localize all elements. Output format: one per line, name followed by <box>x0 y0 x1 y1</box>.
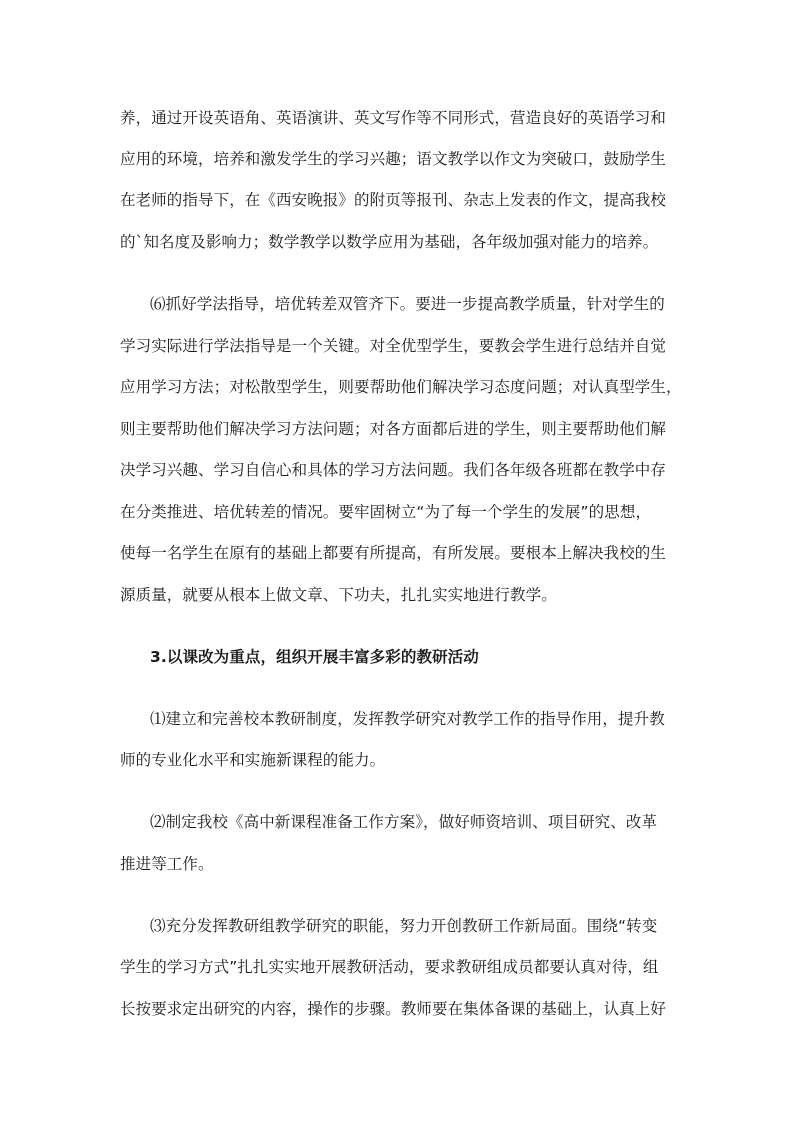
paragraph-1-start: ⑴建立和完善校本教研制度，发挥教学研究对教学工作的指导作用，提升教 <box>150 710 665 728</box>
text-line: 养，通过开设英语角、英语演讲、英文写作等不同形式，营造良好的英语学习和 <box>120 109 667 127</box>
text-line: 决学习兴趣、学习自信心和具体的学习方法问题。我们各年级各班都在教学中存 <box>120 461 667 479</box>
text-line: 源质量，就要从根本上做文章、下功夫，扎扎实实地进行教学。 <box>120 586 557 604</box>
text-line: 师的专业化水平和实施新课程的能力。 <box>120 751 386 769</box>
text-line: 应用学习方法；对松散型学生，则要帮助他们解决学习态度问题；对认真型学生， <box>120 378 682 396</box>
text-line: 则主要帮助他们解决学习方法问题；对各方面都后进的学生，则主要帮助他们解 <box>120 420 667 438</box>
paragraph-2-start: ⑵制定我校《高中新课程准备工作方案》，做好师资培训、项目研究、改革 <box>150 813 658 831</box>
text-line: 使每一名学生在原有的基础上都要有所提高，有所发展。要根本上解决我校的生 <box>120 544 667 562</box>
text-line: 学生的学习方式”扎扎实实地开展教研活动，要求教研组成员都要认真对待，组 <box>120 958 659 976</box>
text-line: 的`知名度及影响力；数学教学以数学应用为基础，各年级加强对能力的培养。 <box>120 233 659 251</box>
text-line: 在老师的指导下，在《西安晚报》的附页等报刊、杂志上发表的作文，提高我校 <box>120 191 667 209</box>
text-line: 应用的环境，培养和激发学生的学习兴趣；语文教学以作文为突破口，鼓励学生 <box>120 150 667 168</box>
text-line: 推进等工作。 <box>120 855 214 873</box>
text-line: 在分类推进、培优转差的情况。要牢固树立“为了每一个学生的发展”的思想， <box>120 503 652 521</box>
text-line: 学习实际进行学法指导是一个关键。对全优型学生，要教会学生进行总结并自觉 <box>120 337 667 355</box>
section-heading: 3.以课改为重点，组织开展丰富多彩的教研活动 <box>150 648 479 666</box>
text-line: 长按要求定出研究的内容，操作的步骤。教师要在集体备课的基础上，认真上好 <box>120 1000 667 1018</box>
paragraph-6-start: ⑹抓好学法指导，培优转差双管齐下。要进一步提高教学质量，针对学生的 <box>150 295 665 313</box>
paragraph-3-start: ⑶充分发挥教研组教学研究的职能，努力开创教研工作新局面。围绕“转变 <box>150 917 658 935</box>
